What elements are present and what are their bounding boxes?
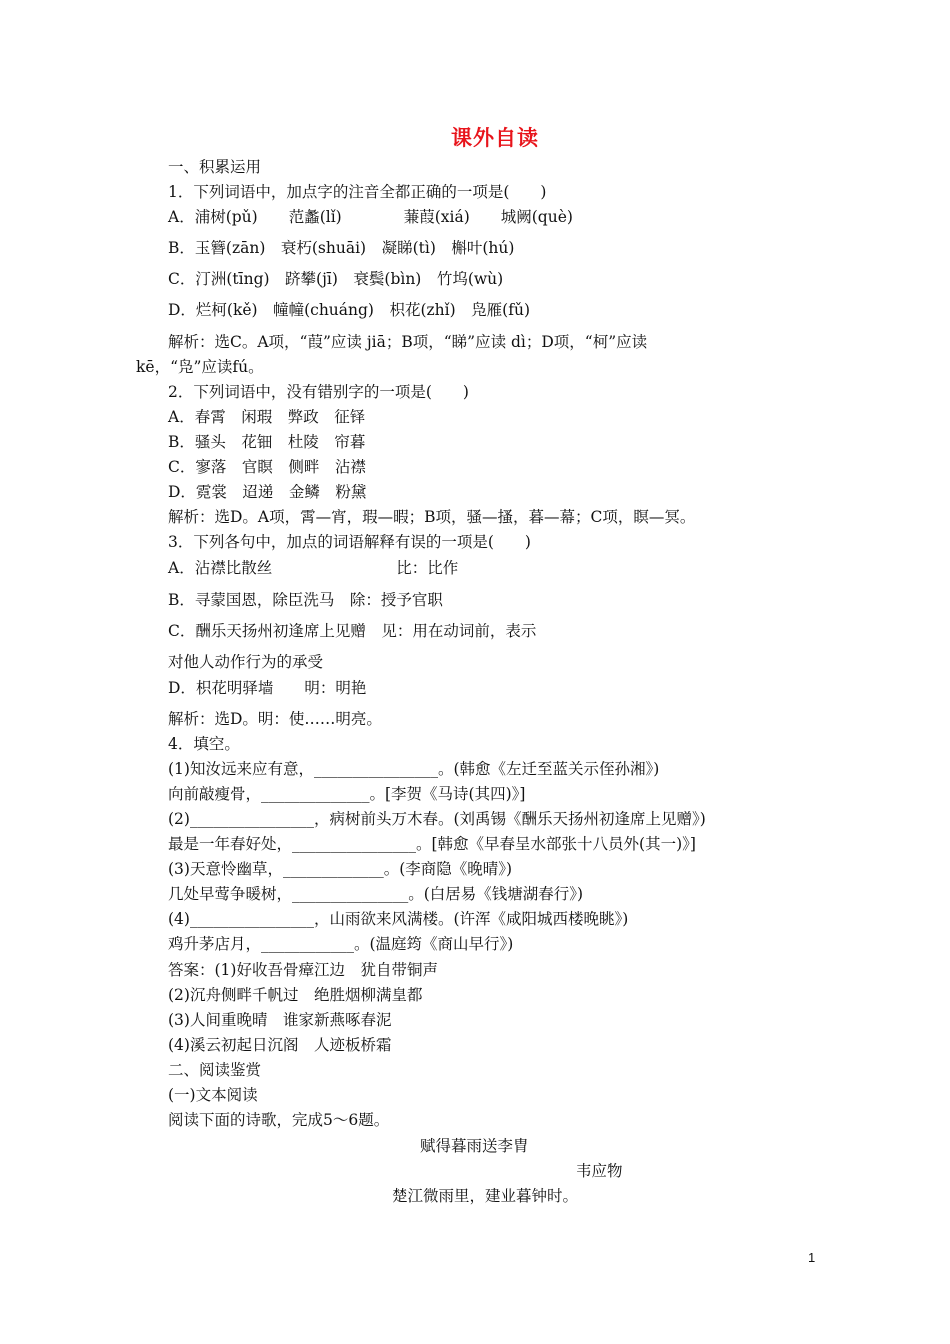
answer-line: (4)溪云初起日沉阁 人迹板桥霜 — [168, 1036, 392, 1054]
answer-line: 答案：(1)好收吾骨瘴江边 犹自带铜声 — [168, 961, 438, 979]
option-c: C．寥落 官瞑 侧畔 沾襟 — [168, 458, 366, 476]
question-stem: 2．下列词语中，没有错别字的一项是( ) — [168, 383, 469, 401]
option-d: D．霓裳 迢递 金鳞 粉黛 — [168, 483, 367, 501]
option-b: B．寻蒙国恩，除臣洗马 除：授予官职 — [168, 591, 443, 609]
question-stem: 3．下列各句中，加点的词语解释有误的一项是( ) — [168, 533, 531, 551]
option-c: C．酬乐天扬州初逢席上见赠 见：用在动词前，表示 — [168, 622, 537, 640]
analysis-line: 解析：选D。明：使……明亮。 — [168, 710, 382, 728]
option-c-continued: 对他人动作行为的承受 — [168, 653, 324, 671]
section-heading: 一、积累运用 — [168, 158, 262, 176]
fill-blank-line: 最是一年春好处，________________。[韩愈《早春呈水部张十八员外(其一)》] — [168, 835, 696, 853]
analysis-line: kē，“凫”应读fú。 — [136, 358, 264, 376]
answer-line: (2)沉舟侧畔千帆过 绝胜烟柳满皇都 — [168, 986, 423, 1004]
page-number: 1 — [808, 1250, 816, 1265]
page-title: 课外自读 — [451, 126, 539, 150]
poem-author: 韦应物 — [576, 1162, 623, 1180]
option-a: A．沾襟比散丝 比：比作 — [168, 559, 459, 577]
section-heading: 二、阅读鉴赏 — [168, 1061, 262, 1079]
analysis-line: 解析：选D。A项，霄—宵，瑕—暇；B项，骚—搔，暮—幕；C项，瞑—冥。 — [168, 508, 696, 526]
option-a: A．浦树(pǔ) 范蠡(lǐ) 蒹葭(xiá) 城阙(què) — [168, 208, 573, 226]
option-c: C．汀洲(tīng) 跻攀(jī) 衰鬓(bìn) 竹坞(wù) — [168, 270, 504, 288]
fill-blank-line: 向前敲瘦骨，______________。[李贺《马诗(其四)》] — [168, 785, 526, 803]
poem-title: 赋得暮雨送李胄 — [420, 1137, 529, 1155]
fill-blank-line: 几处早莺争暖树，_______________。(白居易《钱塘湖春行》) — [168, 885, 584, 903]
subsection-heading: (一)文本阅读 — [168, 1086, 258, 1104]
option-d: D．烂柯(kě) 幢幢(chuáng) 枳花(zhǐ) 凫雁(fǔ) — [168, 301, 530, 319]
fill-blank-line: (2)________________，病树前头万木春。(刘禹锡《酬乐天扬州初逢席上见赠》) — [168, 810, 706, 828]
option-d: D．枳花明驿墙 明：明艳 — [168, 679, 367, 697]
fill-blank-line: (3)天意怜幽草，_____________。(李商隐《晚晴》) — [168, 860, 513, 878]
option-b: B．骚头 花钿 杜陵 帘暮 — [168, 433, 366, 451]
question-stem: 4．填空。 — [168, 735, 240, 753]
analysis-line: 解析：选C。A项，“葭”应读 jiā；B项，“睇”应读 dì；D项，“柯”应读 — [168, 333, 648, 351]
fill-blank-line: (1)知汝远来应有意，________________。(韩愈《左迁至蓝关示侄孙湘》) — [168, 760, 660, 778]
instruction: 阅读下面的诗歌，完成5～6题。 — [168, 1111, 390, 1129]
option-b: B．玉簪(zān) 衰朽(shuāi) 凝睇(tì) 槲叶(hú) — [168, 239, 515, 257]
answer-line: (3)人间重晚晴 谁家新燕啄春泥 — [168, 1011, 392, 1029]
fill-blank-line: (4)________________，山雨欲来风满楼。(许浑《咸阳城西楼晚眺》) — [168, 910, 629, 928]
question-stem: 1．下列词语中，加点字的注音全都正确的一项是( ) — [168, 183, 547, 201]
fill-blank-line: 鸡升茅店月，____________。(温庭筠《商山早行》) — [168, 935, 514, 953]
option-a: A．春霄 闲瑕 弊政 征铎 — [168, 408, 366, 426]
poem-line: 楚江微雨里，建业暮钟时。 — [392, 1187, 579, 1205]
